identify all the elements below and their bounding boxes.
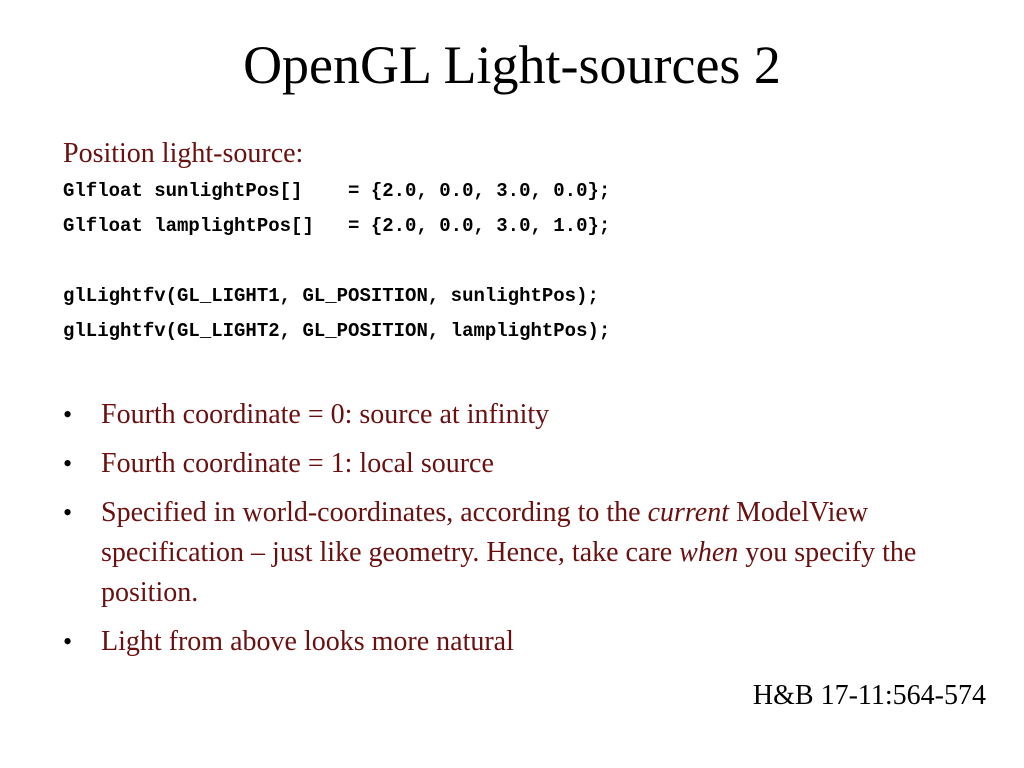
bullet-text-part: Specified in world-coordinates, according to the <box>101 497 648 528</box>
slide-title: OpenGL Light-sources 2 <box>243 35 781 95</box>
code-line-light2: glLightfv(GL_LIGHT2, GL_POSITION, lamplightPos); <box>63 320 611 342</box>
bullet-list <box>63 395 943 671</box>
section-heading: Position light-source: <box>63 138 304 169</box>
bullet-icon: • <box>63 627 73 656</box>
bullet-icon: • <box>63 400 73 429</box>
emphasis-when: when <box>679 537 739 568</box>
bullet-item <box>63 622 943 662</box>
code-line-light1: glLightfv(GL_LIGHT1, GL_POSITION, sunlightPos); <box>63 285 599 307</box>
bullet-text: Fourth coordinate = 1: local source <box>101 448 494 479</box>
code-line-lamplight: Glfloat lamplightPos[] = {2.0, 0.0, 3.0, 1.0}; <box>63 215 611 237</box>
bullet-item <box>63 493 943 613</box>
bullet-text-part: ModelView specification – just like geometry. Hence, take care <box>101 497 869 568</box>
code-line-sunlight: Glfloat sunlightPos[] = {2.0, 0.0, 3.0, 0.0}; <box>63 180 611 202</box>
bullet-text: Fourth coordinate = 0: source at infinity <box>101 399 550 430</box>
reference-citation: H&B 17-11:564-574 <box>752 680 986 711</box>
bullet-item <box>63 395 943 435</box>
bullet-icon: • <box>63 449 73 478</box>
bullet-icon: • <box>63 498 73 527</box>
bullet-text-part: you specify the position. <box>101 537 917 608</box>
bullet-item <box>63 444 943 484</box>
bullet-text: Light from above looks more natural <box>101 626 514 657</box>
emphasis-current: current <box>647 497 729 528</box>
